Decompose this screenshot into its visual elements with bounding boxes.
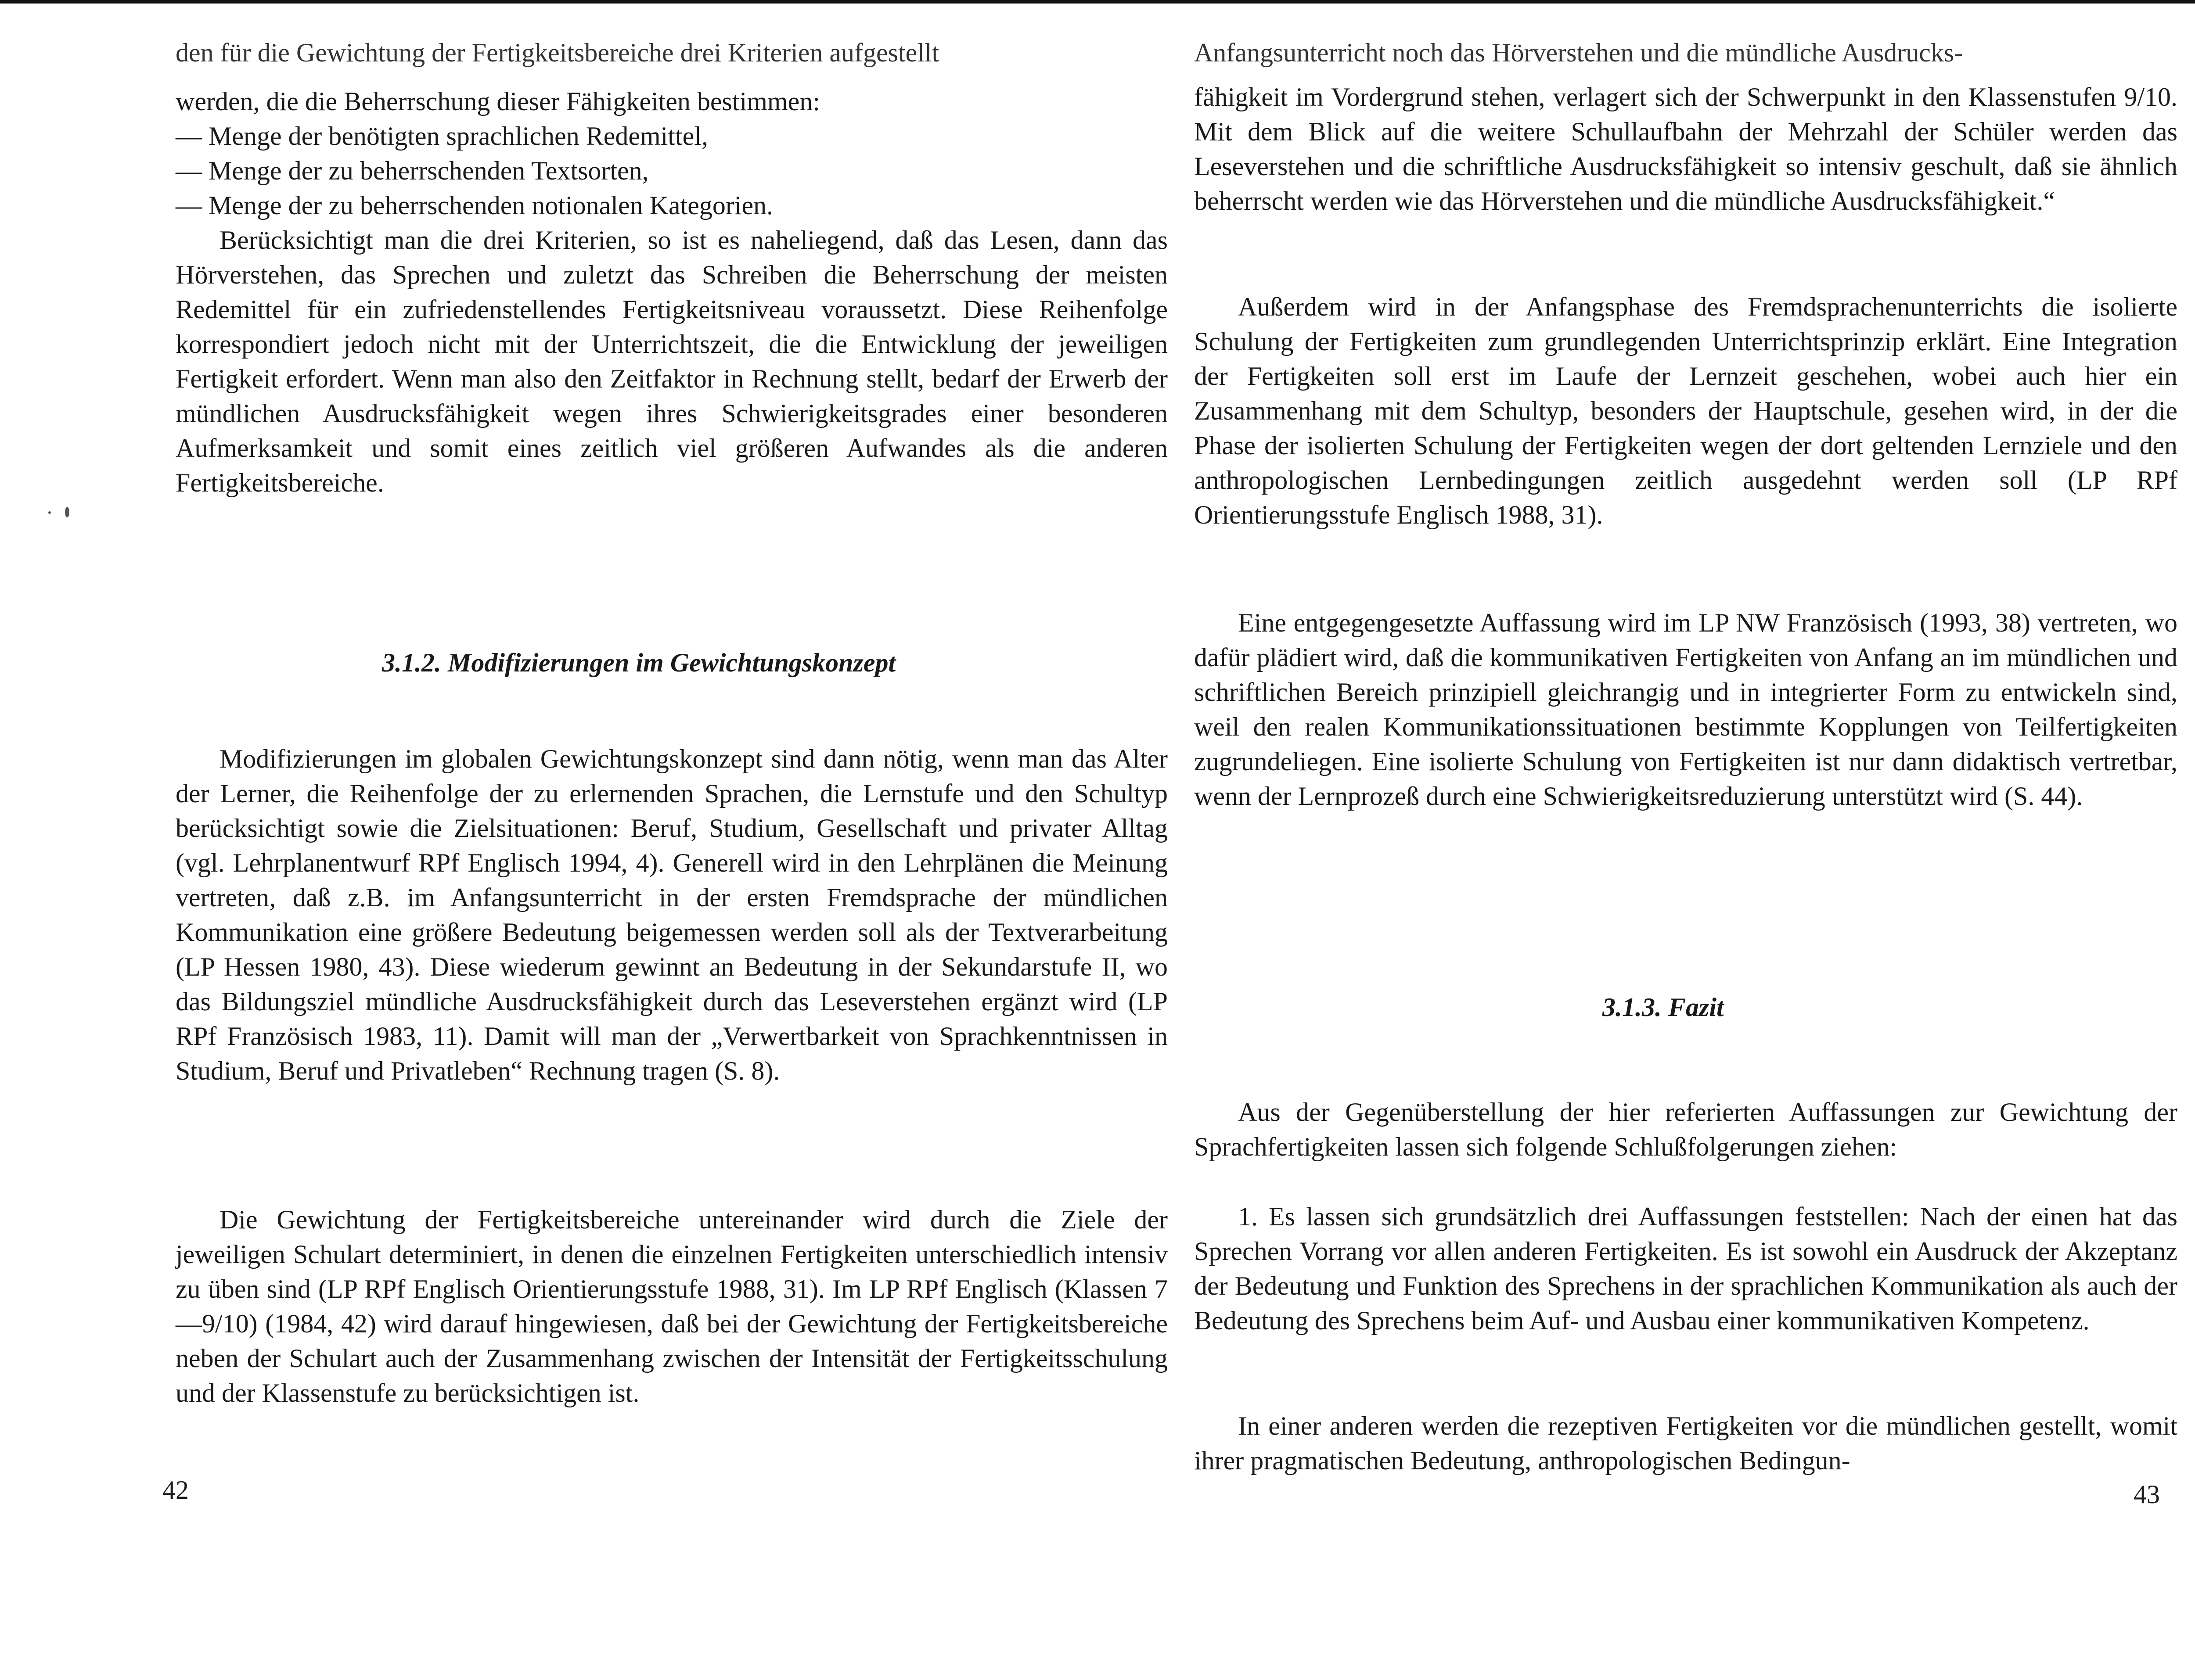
paragraph: In einer anderen werden die rezeptiven Fertigkeiten vor die mündlichen gestellt, womit ihrer pragmatischen Bedeutung, anthropologischen Bedingun- (1194, 1411, 2177, 1475)
cutoff-line-text: Anfangsunterricht noch das Hörverstehen und die mündliche Ausdrucks- (1194, 38, 1963, 67)
section-heading: 3.1.3. Fazit (1602, 993, 1724, 1022)
cutoff-line (1194, 38, 2177, 67)
scan-speck (48, 511, 51, 514)
top-scan-edge (0, 0, 2195, 4)
list-item: — Menge der zu beherrschenden notionalen Kategorien. (176, 191, 774, 220)
paragraph: Die Gewichtung der Fertigkeitsbereiche untereinander wird durch die Ziele der jeweiligen Schulart determiniert, in denen die einzelnen Fertigkeiten unterschiedlich intensiv zu üben sind (LP RPf Englisch Orientierungsstufe 1988, 31). Im LP RPf Englisch (Klassen 7—9/10) (1984, 42) wird darauf hingewiesen, daß bei der Gewichtung der Fertigkeitsbereiche neben der Schulart auch der Zusammenhang zwischen der Intensität der Fertigkeitsschulung und der Klassenstufe zu berücksichtigen ist. (176, 1205, 1168, 1407)
paragraph: Eine entgegengesetzte Auffassung wird im LP NW Französisch (1993, 38) vertreten, wo dafür plädiert wird, daß die kommunikativen Fertigkeiten von Anfang an im mündlichen und schriftlichen Bereich prinzipiell gleichrangig und in integrierter Form zu entwickeln sind, weil den realen Kommunikationssituationen bestimmte Kopplungen von Teilfertigkeiten zugrundeliegen. Eine isolierte Schulung von Fertigkeiten ist nur dann didaktisch vertretbar, wenn der Lernprozeß durch eine Schwierigkeitsreduzierung unterstützt wird (S. 44). (1194, 608, 2177, 811)
criteria-list (176, 119, 1168, 223)
list-item: — Menge der zu beherrschenden Textsorten, (176, 156, 649, 185)
paragraph: Berücksichtigt man die drei Kriterien, so ist es naheliegend, daß das Lesen, dann das Hörverstehen, das Sprechen und zuletzt das Schreiben die Beherrschung der meisten Redemittel für ein zufriedenstellendes Fertigkeitsniveau voraussetzt. Diese Reihenfolge korrespondiert jedoch nicht mit der Unterrichtszeit, die die Entwicklung der jeweiligen Fertigkeit erfordert. Wenn man also den Zeitfaktor in Rechnung stellt, bedarf der Erwerb der mündlichen Ausdrucksfähigkeit wegen ihres Schwierigkeitsgrades einer besonderen Aufmerksamkeit und somit eines zeitlich viel größeren Aufwandes als die anderen Fertigkeitsbereiche. (176, 226, 1168, 497)
paragraph: 1. Es lassen sich grundsätzlich drei Auffassungen feststellen: Nach der einen hat das Sprechen Vorrang vor allen anderen Fertigkeiten. Es ist sowohl ein Ausdruck der Akzeptanz der Bedeutung und Funktion des Sprechens in der sprachlichen Kommunikation als auch der Bedeutung des Sprechens beim Auf- und Ausbau einer kommunikativen Kompetenz. (1194, 1202, 2177, 1335)
paragraph: fähigkeit im Vordergrund stehen, verlagert sich der Schwerpunkt in den Klassenstufen 9/10. Mit dem Blick auf die weitere Schullaufbahn der Mehrzahl der Schüler werden das Leseverstehen und die schriftliche Ausdrucksfähigkeit so intensiv geschult, daß sie ähnlich beherrscht werden wie das Hörverstehen und die mündliche Ausdrucksfähigkeit.“ (1194, 83, 2177, 215)
page-number: 43 (2134, 1480, 2160, 1509)
page-number: 42 (162, 1475, 189, 1504)
paragraph: Außerdem wird in der Anfangsphase des Fremdsprachenunterrichts die isolierte Schulung der Fertigkeiten zum grundlegenden Unterrichtsprinzip erklärt. Eine Integration der Fertigkeiten soll erst im Laufe der Lernzeit geschehen, wobei auch hier ein Zusammenhang mit dem Schultyp, besonders der Hauptschule, gesehen wird, in der die Phase der isolierten Schulung der Fertigkeiten wegen der dort geltenden Lernziele und den anthropologischen Lernbedingungen zeitlich ausgedehnt werden soll (LP RPf Orientierungsstufe Englisch 1988, 31). (1194, 292, 2177, 529)
list-item: — Menge der benötigten sprachlichen Redemittel, (176, 122, 708, 151)
paragraph: Aus der Gegenüberstellung der hier referierten Auffassungen zur Gewichtung der Sprachfertigkeiten lassen sich folgende Schlußfolgerungen ziehen: (1194, 1098, 2177, 1161)
section-heading: 3.1.2. Modifizierungen im Gewichtungskonzept (382, 648, 896, 677)
scan-speck (65, 507, 69, 517)
cutoff-line-text: den für die Gewichtung der Fertigkeitsbereiche drei Kriterien aufgestellt (176, 38, 939, 67)
intro-text: werden, die die Beherrschung dieser Fähigkeiten bestimmen: (176, 87, 820, 116)
cutoff-line (176, 38, 1168, 67)
paragraph: Modifizierungen im globalen Gewichtungskonzept sind dann nötig, wenn man das Alter der Lerner, die Reihenfolge der zu erlernenden Sprachen, die Lernstufe und den Schultyp berücksichtigt sowie die Zielsituationen: Beruf, Studium, Gesellschaft und privater Alltag (vgl. Lehrplanentwurf RPf Englisch 1994, 4). Generell wird in den Lehrplänen die Meinung vertreten, daß z.B. im Anfangsunterricht in der ersten Fremdsprache der mündlichen Kommunikation eine größere Bedeutung beigemessen werden soll als der Textverarbeitung (LP Hessen 1980, 43). Diese wiederum gewinnt an Bedeutung in der Sekundarstufe II, wo das Bildungsziel mündliche Ausdrucksfähigkeit durch das Leseverstehen ergänzt wird (LP RPf Französisch 1983, 11). Damit will man der „Verwertbarkeit von Sprachkenntnissen in Studium, Beruf und Privatleben“ Rechnung tragen (S. 8). (176, 744, 1168, 1085)
